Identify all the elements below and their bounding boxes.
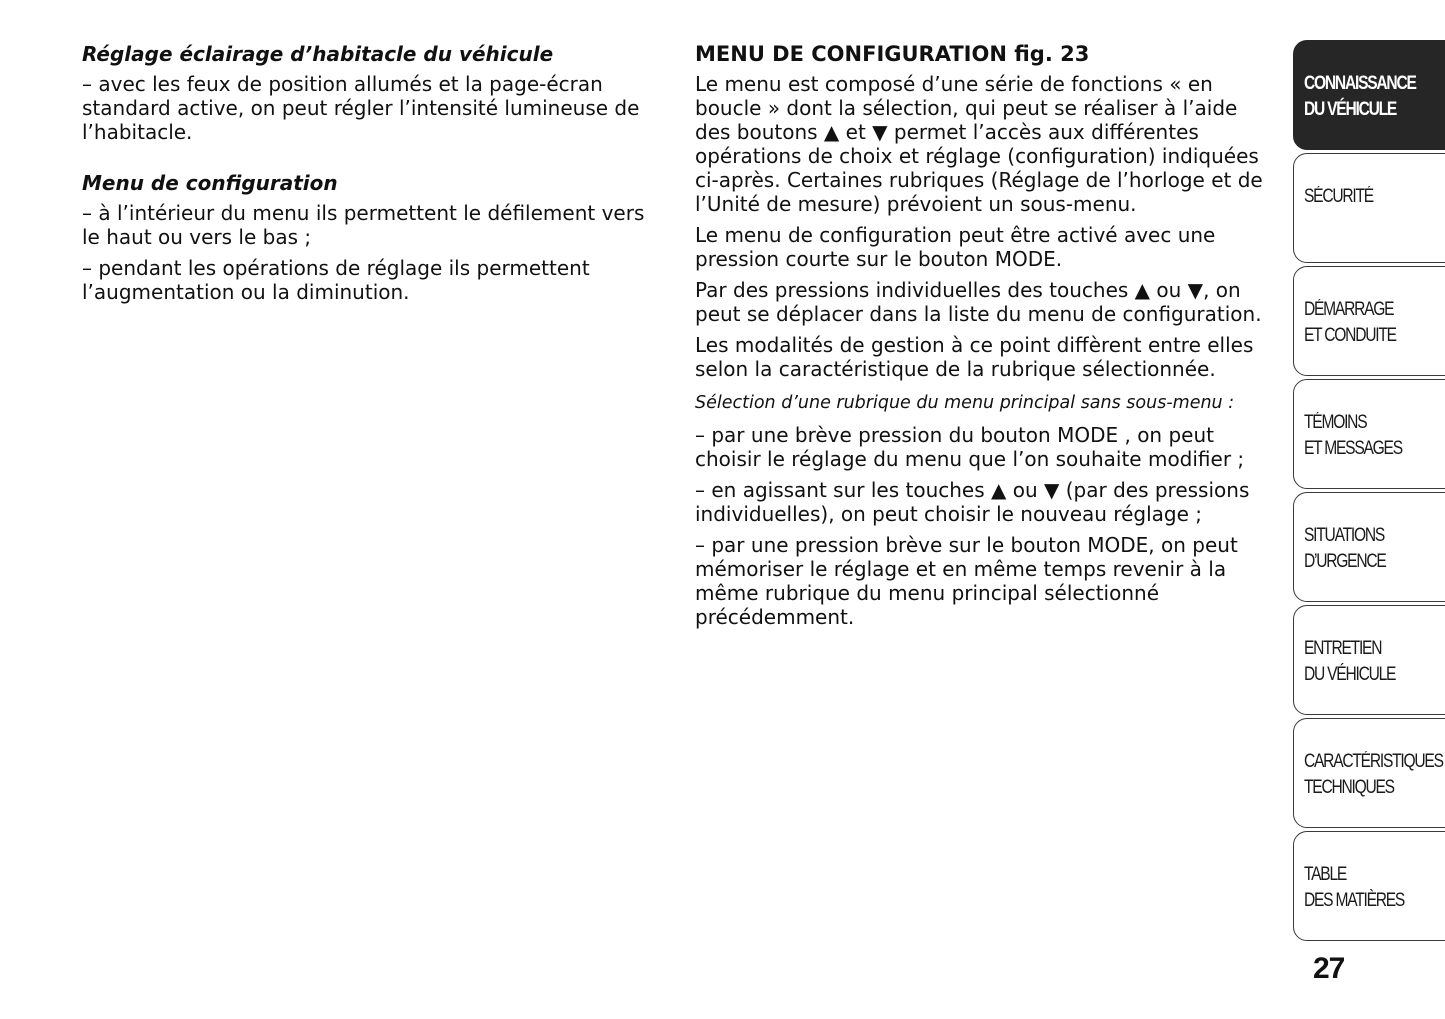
interior-lighting-text: – avec les feux de position allumés et la page-écran standard active, on peut régler l’intensité lumineuse de l’habitacle. [82, 72, 640, 144]
interior-lighting-title: Réglage éclairage d’habitacle du véhicule [82, 42, 554, 66]
tab-label: TÉMOINS ET MESSAGES [1304, 412, 1402, 459]
section-heading: MENU DE CONFIGURATION fig. 23 [695, 42, 1090, 66]
tab-label: SITUATIONS D’URGENCE [1304, 525, 1386, 572]
tab-label: CONNAISSANCE DU VÉHICULE [1304, 73, 1416, 120]
paragraph-2: Le menu de configuration peut être activé avec une pression courte sur le bouton MODE. [695, 223, 1216, 271]
paragraph-4: Les modalités de gestion à ce point diffèrent entre elles selon la caractéristique de la rubrique sélectionnée. [695, 333, 1254, 381]
config-menu-text-1: – à l’intérieur du menu ils permettent le défilement vers le haut ou vers le bas ; [82, 201, 645, 249]
tab-entretien-du-vehicule[interactable] [1293, 605, 1445, 715]
paragraph-1: Le menu est composé d’une série de fonctions « en boucle » dont la sélection, qui peut se réaliser à l’aide des boutons ▲ et ▼ permet l’accès aux différentes opérations de choix et réglage (configuration) indiquées ci-après. Certaines rubriques (Réglage de l’horloge et de l’Unité de mesure) prévoient un sous-menu. [695, 72, 1263, 216]
paragraph-3: Par des pressions individuelles des touches ▲ ou ▼, on peut se déplacer dans la liste du menu de configuration. [695, 278, 1262, 326]
page-number: 27 [1313, 952, 1345, 985]
tab-label: CARACTÉRISTIQUES TECHNIQUES [1304, 751, 1443, 798]
selection-subtitle: Sélection d’une rubrique du menu principal sans sous-menu : [695, 393, 1235, 413]
tab-table-des-matieres[interactable] [1293, 831, 1445, 941]
tab-label: DÉMARRAGE ET CONDUITE [1304, 299, 1396, 346]
tab-securite[interactable] [1293, 153, 1445, 263]
config-menu-text-2: – pendant les opérations de réglage ils permettent l’augmentation ou la diminution. [82, 256, 590, 304]
left-column [82, 42, 652, 311]
tab-situations-durgence[interactable] [1293, 492, 1445, 602]
tab-caracteristiques-techniques[interactable] [1293, 718, 1445, 828]
tab-temoins-et-messages[interactable] [1293, 379, 1445, 489]
list-item: – par une pression brève sur le bouton MODE, on peut mémoriser le réglage et en même temps revenir à la même rubrique du menu principal sélectionné précédemment. [695, 533, 1238, 629]
list-item: – par une brève pression du bouton MODE , on peut choisir le réglage du menu que l’on souhaite modifier ; [695, 423, 1245, 471]
tab-connaissance-du-vehicule[interactable] [1293, 40, 1445, 150]
right-column [695, 42, 1277, 636]
tab-label: ENTRETIEN DU VÉHICULE [1304, 638, 1396, 685]
tab-label: TABLE DES MATIÈRES [1304, 864, 1405, 911]
config-menu-subtitle: Menu de configuration [82, 171, 338, 195]
tab-label: SÉCURITÉ [1304, 186, 1373, 207]
tab-demarrage-et-conduite[interactable] [1293, 266, 1445, 376]
list-item: – en agissant sur les touches ▲ ou ▼ (par des pressions individuelles), on peut choisir le nouveau réglage ; [695, 478, 1250, 526]
